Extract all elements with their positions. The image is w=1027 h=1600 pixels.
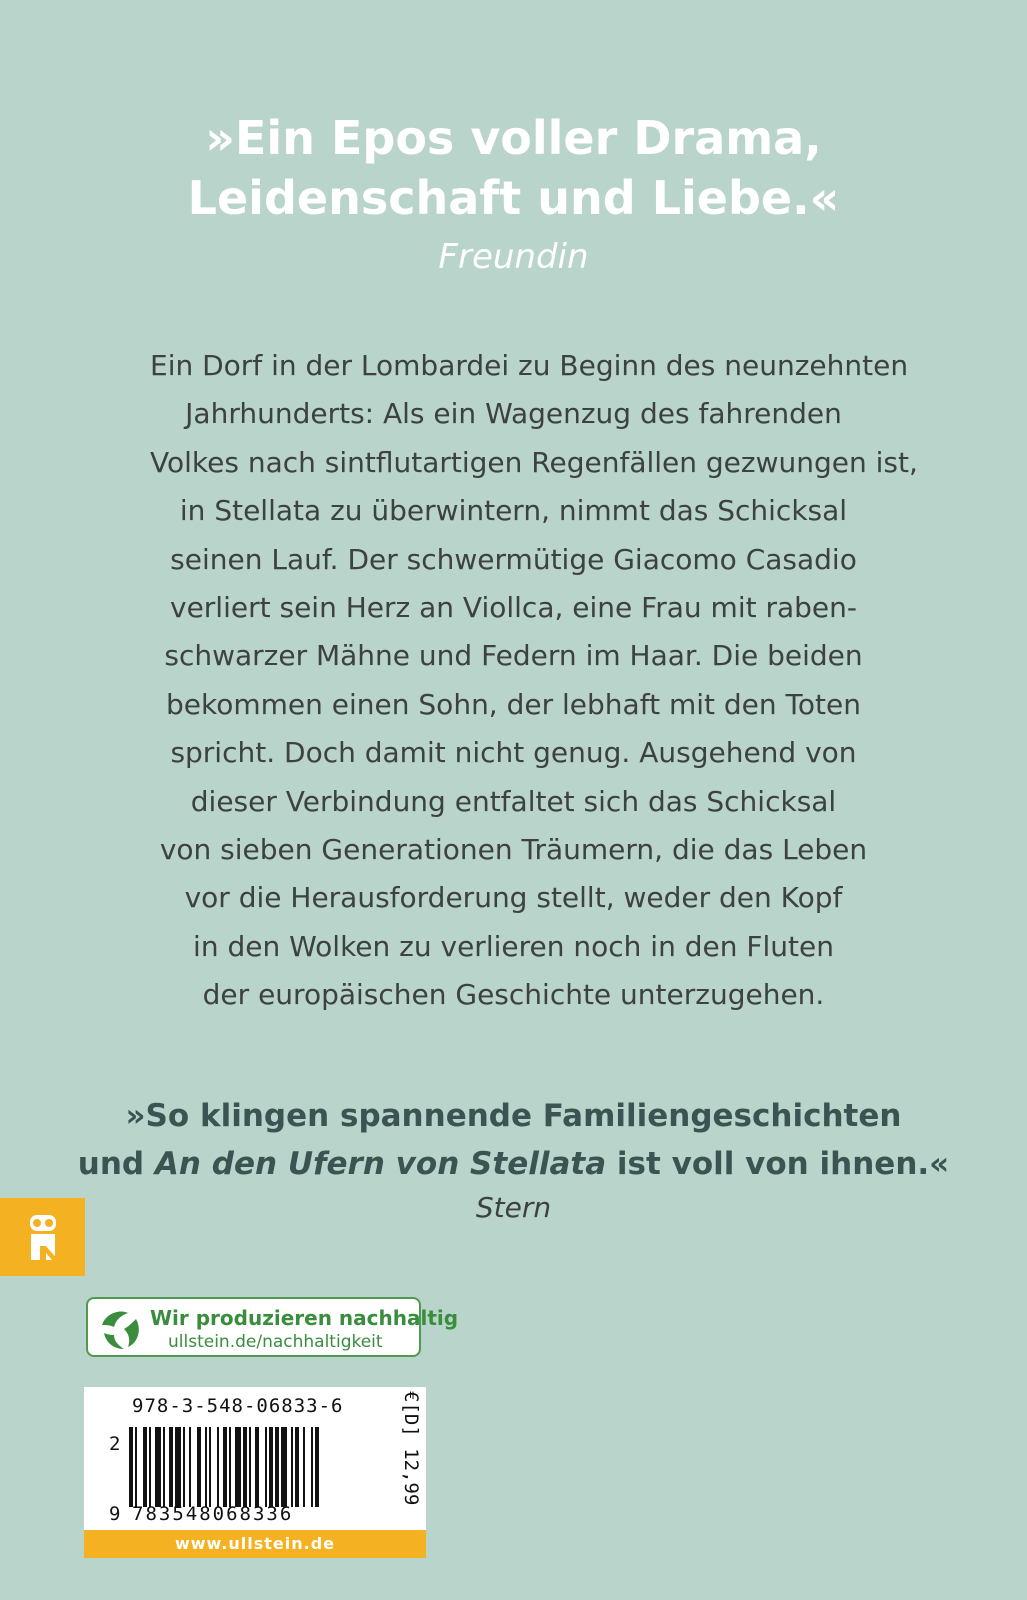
- barcode-bar: [223, 1427, 227, 1507]
- barcode-bar: [281, 1427, 287, 1507]
- blurb-text: [150, 342, 918, 1020]
- barcode-bars-icon: [129, 1427, 379, 1507]
- blurb-line: von sieben Generationen Träumern, die das Leben: [159, 833, 868, 867]
- top-quote-attribution: Freundin: [438, 237, 589, 277]
- barcode-bar: [205, 1427, 207, 1507]
- isbn-hyphenated: 978-3-548-06833-6: [132, 1395, 344, 1417]
- barcode-bar: [269, 1427, 273, 1507]
- blurb-line: in den Wolken zu verlieren noch in den Fluten: [193, 929, 834, 963]
- barcode-bar: [235, 1427, 241, 1507]
- barcode-bar: [275, 1427, 279, 1507]
- bottom-quote-pre: und: [77, 1146, 155, 1182]
- blurb-line: Volkes nach sintflutartigen Regenfällen gezwungen ist,: [150, 445, 918, 479]
- top-quote: [0, 108, 1027, 228]
- blurb-line: der europäischen Geschichte unterzugehen.: [202, 978, 825, 1012]
- sustainability-badge: [86, 1297, 459, 1357]
- barcode-bar: [197, 1427, 201, 1507]
- barcode-bar: [291, 1427, 293, 1507]
- barcode-bar: [189, 1427, 191, 1507]
- price-label-wrap: [398, 1391, 426, 1531]
- barcode-digits: 783548068336: [132, 1503, 294, 1525]
- top-quote-line-2: Leidenschaft und Liebe.«: [187, 171, 840, 225]
- barcode-bar: [155, 1427, 161, 1507]
- barcode-bar: [243, 1427, 247, 1507]
- bottom-quote-line-1: »So klingen spannende Familiengeschichten: [125, 1098, 902, 1134]
- barcode-bar: [135, 1427, 137, 1507]
- blurb-line: bekommen einen Sohn, der lebhaft mit den Toten: [166, 687, 861, 721]
- bottom-quote-attribution: Stern: [475, 1191, 552, 1224]
- barcode-bar: [311, 1427, 313, 1507]
- price-label: €[D] 12,99: [400, 1391, 422, 1506]
- barcode-bar: [143, 1427, 147, 1507]
- publisher-logo-tab: [0, 1198, 85, 1276]
- barcode-bar: [303, 1427, 305, 1507]
- top-quote-line-1: »Ein Epos voller Drama,: [205, 111, 822, 165]
- blurb-line: spricht. Doch damit nicht genug. Ausgehend von: [170, 736, 857, 770]
- blurb-line: verliert sein Herz an Viollca, eine Frau mit raben-: [170, 591, 857, 625]
- bottom-quote-line-2: [0, 1140, 1027, 1188]
- barcode-bar: [175, 1427, 181, 1507]
- barcode-bar: [129, 1427, 133, 1507]
- barcode-bar: [209, 1427, 211, 1507]
- barcode-bar: [183, 1427, 185, 1507]
- blurb-line: schwarzer Mähne und Federn im Haar. Die beiden: [164, 639, 863, 673]
- barcode-bar: [149, 1427, 151, 1507]
- barcode-bar: [295, 1427, 299, 1507]
- ullstein-owl-logo-icon: [0, 1198, 85, 1276]
- bottom-quote: [0, 1092, 1027, 1188]
- bottom-quote-post: ist voll von ihnen.«: [606, 1146, 950, 1182]
- barcode-box: [84, 1387, 426, 1558]
- barcode-bar: [229, 1427, 231, 1507]
- recycle-leaves-icon: [96, 1305, 144, 1353]
- barcode-bar: [255, 1427, 259, 1507]
- publisher-website: www.ullstein.de: [84, 1530, 426, 1558]
- barcode-bar: [169, 1427, 173, 1507]
- barcode-bar: [315, 1427, 319, 1507]
- book-title: An den Ufern von Stellata: [154, 1146, 607, 1182]
- barcode-bar: [163, 1427, 165, 1507]
- blurb-line: vor die Herausforderung stellt, weder den Kopf: [184, 881, 843, 915]
- blurb-line: Jahrhunderts: Als ein Wagenzug des fahrenden: [185, 397, 842, 431]
- barcode-bar: [249, 1427, 251, 1507]
- blurb-line: in Stellata zu überwintern, nimmt das Schicksal: [179, 494, 848, 528]
- barcode-bar: [265, 1427, 267, 1507]
- barcode-addon-digit: 2: [109, 1433, 121, 1455]
- blurb-line: seinen Lauf. Der schwermütige Giacomo Casadio: [170, 542, 857, 576]
- blurb-line: Ein Dorf in der Lombardei zu Beginn des neunzehnten: [150, 349, 909, 382]
- barcode-first-digit: 9: [109, 1503, 121, 1525]
- sustainability-title: Wir produzieren nachhaltig: [150, 1306, 459, 1330]
- blurb-line: dieser Verbindung entfaltet sich das Schicksal: [190, 784, 837, 818]
- sustainability-url: ullstein.de/nachhaltigkeit: [168, 1332, 383, 1352]
- barcode-bar: [217, 1427, 219, 1507]
